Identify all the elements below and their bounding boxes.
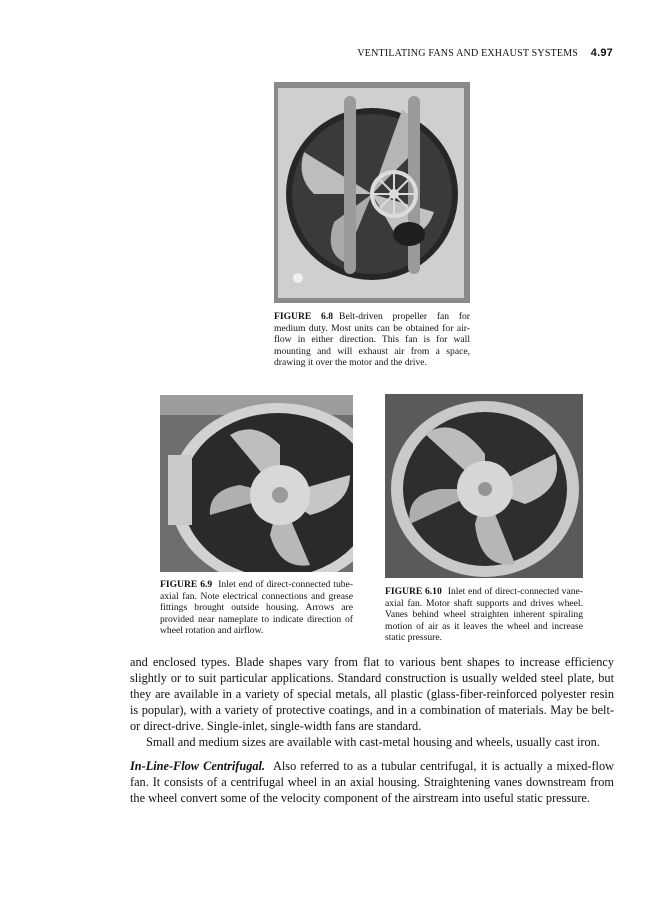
figure-6-10-caption (385, 586, 583, 644)
figure-6-9-caption (160, 579, 353, 637)
figure-6-10-photo (385, 394, 583, 578)
figure-label: FIGURE 6.10 (385, 586, 442, 597)
caption-text: Inlet end of direct-connected vane-axial fan. Motor shaft supports and drives wheel. Vanes behind wheel straighten inherent spiraling motion of air as it leaves the wheel and increase static pressure. (385, 586, 583, 644)
caption-text: Belt-driven propeller fan for medium duty. Most units can be obtained for air-flow in either direction. This fan is for wall mounting and will exhaust air from a space, drawing it over the motor and the drive. (274, 311, 471, 369)
paragraph-1: and enclosed types. Blade shapes vary from flat to various bent shapes to increase efficiency slightly or to suit particular applications. Standard construction is usually welded steel plate, but they are available in a variety of special metals, all plastic (glass-fiber-reinforced polyester resin is popular), with a variety of protective coatings, and in a combination of materials. May be belt- or direct-drive. Single-inlet, single-width fans are standard. (130, 655, 614, 733)
figure-6-8-caption (274, 311, 470, 369)
paragraph-2: Small and medium sizes are available with cast-metal housing and wheels, usually cast iron. (146, 735, 600, 749)
caption-text: Inlet end of direct-connected tube-axial fan. Note electrical connections and grease fittings brought outside housing. Arrows are provided near nameplate to indicate direction of wheel rotation and airflow. (160, 579, 353, 637)
figure-label: FIGURE 6.9 (160, 579, 213, 590)
paragraph-3-heading: In-Line-Flow Centrifugal. (130, 759, 265, 773)
paragraph-3-text: Also referred to as a tubular centrifugal, it is actually a mixed-flow fan. It consists of a centrifugal wheel in an axial housing. Straightening vanes downstream from the wheel convert some of the velocity component of the airstream into useful static pressure. (130, 759, 614, 805)
body-text (130, 654, 614, 806)
figure-label: FIGURE 6.8 (274, 311, 334, 322)
figure-6-9-photo (160, 395, 353, 572)
running-head (0, 47, 613, 59)
paragraph-3 (130, 758, 614, 806)
page-number: 4.97 (590, 47, 613, 59)
running-title: VENTILATING FANS AND EXHAUST SYSTEMS (357, 48, 579, 59)
figure-6-8-photo (274, 82, 470, 303)
